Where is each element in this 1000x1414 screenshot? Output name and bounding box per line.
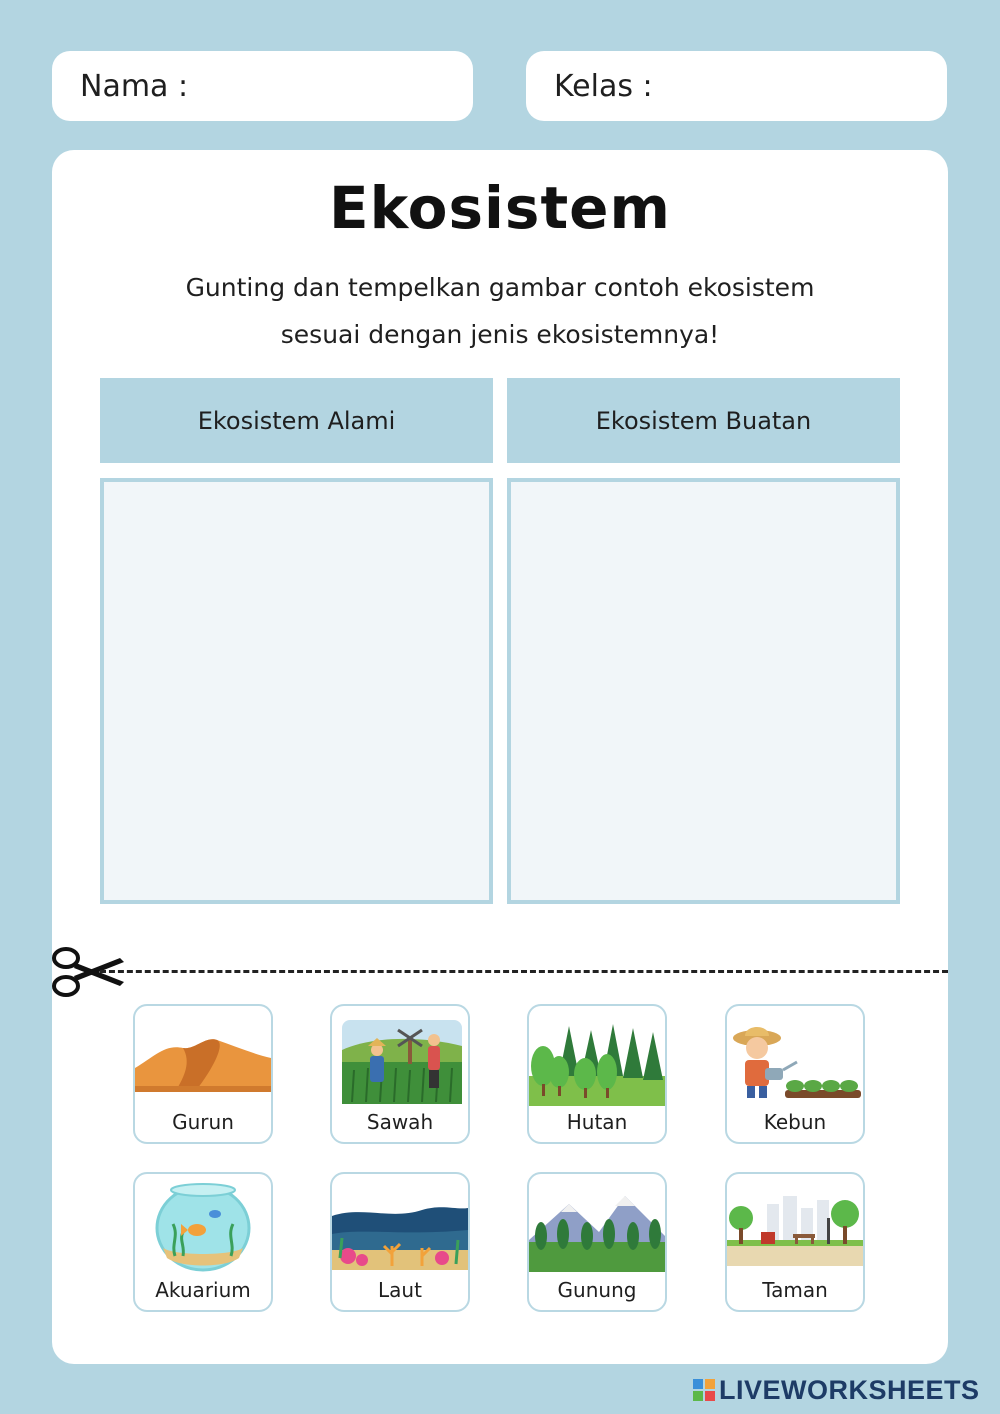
aquarium-image — [135, 1174, 271, 1274]
liveworksheets-logo — [693, 1374, 980, 1406]
card-sawah[interactable] — [330, 1004, 470, 1144]
name-field[interactable] — [52, 51, 473, 121]
garden-image — [727, 1006, 863, 1106]
name-label: Nama : — [80, 68, 189, 104]
instruction-line-2: sesuai dengan jenis ekosistemnya! — [280, 320, 720, 349]
card-gunung[interactable] — [527, 1172, 667, 1312]
class-field[interactable] — [526, 51, 947, 121]
card-gurun[interactable] — [133, 1004, 273, 1144]
card-hutan[interactable] — [527, 1004, 667, 1144]
card-label: Akuarium — [155, 1278, 251, 1302]
rice-field-image — [332, 1006, 468, 1106]
class-label: Kelas : — [554, 68, 653, 104]
natural-ecosystem-header: Ekosistem Alami — [100, 378, 493, 463]
liveworksheets-logo-icon — [693, 1379, 715, 1401]
natural-drop-zone[interactable] — [100, 478, 493, 904]
forest-image — [529, 1006, 665, 1106]
sea-image — [332, 1174, 468, 1274]
mountain-image — [529, 1174, 665, 1274]
page-title: Ekosistem — [329, 174, 671, 242]
desert-image — [135, 1006, 271, 1106]
park-image — [727, 1174, 863, 1274]
card-label: Kebun — [763, 1110, 827, 1134]
artificial-ecosystem-header: Ekosistem Buatan — [507, 378, 900, 463]
brand-name: LIVEWORKSHEETS — [719, 1374, 980, 1405]
instruction-line-1: Gunting dan tempelkan gambar contoh ekosistem — [185, 273, 815, 302]
card-label: Laut — [378, 1278, 422, 1302]
card-kebun[interactable] — [725, 1004, 865, 1144]
card-label: Gurun — [172, 1110, 234, 1134]
card-label: Sawah — [366, 1110, 434, 1134]
card-label: Taman — [762, 1278, 828, 1302]
card-akuarium[interactable] — [133, 1172, 273, 1312]
instructions — [0, 264, 1000, 358]
card-label: Gunung — [557, 1278, 637, 1302]
cut-line — [100, 970, 948, 973]
card-taman[interactable] — [725, 1172, 865, 1312]
card-label: Hutan — [566, 1110, 628, 1134]
artificial-drop-zone[interactable] — [507, 478, 900, 904]
card-laut[interactable] — [330, 1172, 470, 1312]
